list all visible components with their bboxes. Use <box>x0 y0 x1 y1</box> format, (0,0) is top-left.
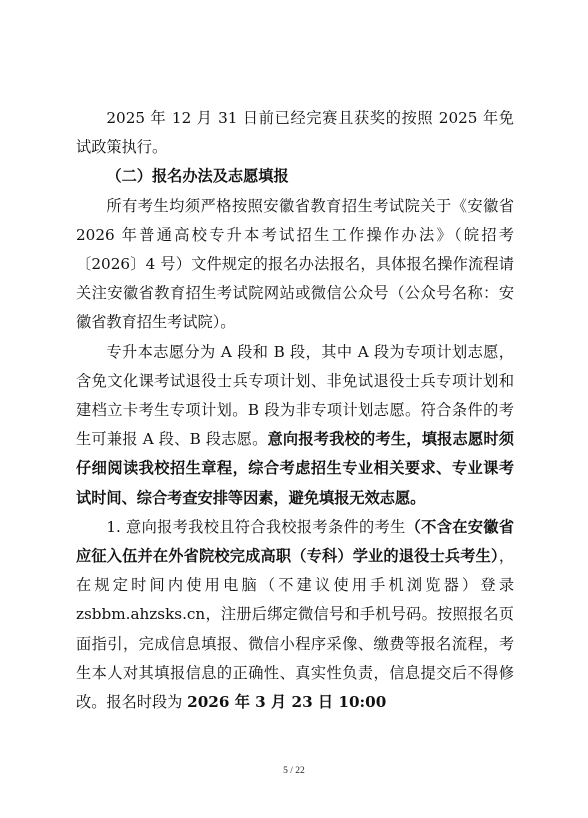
registration-steps-body: ，在规定时间内使用电脑（不建议使用手机浏览器）登录 zsbbm.ahzsks.cn，注册后绑定微信号和手机号码。按照报名页面指引，完成信息填报、微信小程序采像、缴费等报名流程，考生本人对其填报信息的正确性、真实性负责，信息提交后不得修改。报名时段为 <box>76 547 514 712</box>
page-number: 5 / 22 <box>283 766 305 776</box>
section-heading: （二）报名办法及志愿填报 <box>106 167 289 186</box>
paragraph-exemption-policy: 2025 年 12 月 31 日前已经完赛且获奖的按照 2025 年免试政策执行。 <box>76 109 514 157</box>
volunteer-warning-text: 意向报考我校的考生，填报志愿时须仔细阅读我校招生章程，综合考虑招生专业相关要求、专业课考试时间、综合考查安排等因素，避免填报无效志愿。 <box>76 430 514 507</box>
registration-exclusion-note: （不含在安徽省应征入伍并在外省院校完成高职（专科）学业的退役士兵考生） <box>76 517 514 566</box>
registration-steps-intro: 1. 意向报考我校且符合我校报考条件的考生 <box>106 517 406 536</box>
registration-period-date: 2026 年 3 月 23 日 10:00 <box>187 693 387 712</box>
paragraph-registration-steps <box>76 513 514 717</box>
volunteer-sections-text: 专升本志愿分为 A 段和 B 段，其中 A 段为专项计划志愿，含免文化课考试退役士兵专项计划、非免试退役士兵专项计划和建档立卡考生专项计划。B 段为非专项计划志愿。符合条件的考生可兼报 A 段、B 段志愿。 <box>76 342 514 449</box>
document-body <box>76 104 514 717</box>
paragraph-registration-method: 所有考生均须严格按照安徽省教育招生考试院关于《安徽省 2026 年普通高校专升本考试招生工作操作办法》（皖招考〔2026〕4 号）文件规定的报名办法报名，具体报名操作流程请关注安徽省教育招生考试院网站或微信公众号（公众号名称：安徽省教育招生考试院）。 <box>76 196 514 332</box>
paragraph-volunteer-sections <box>76 338 514 513</box>
